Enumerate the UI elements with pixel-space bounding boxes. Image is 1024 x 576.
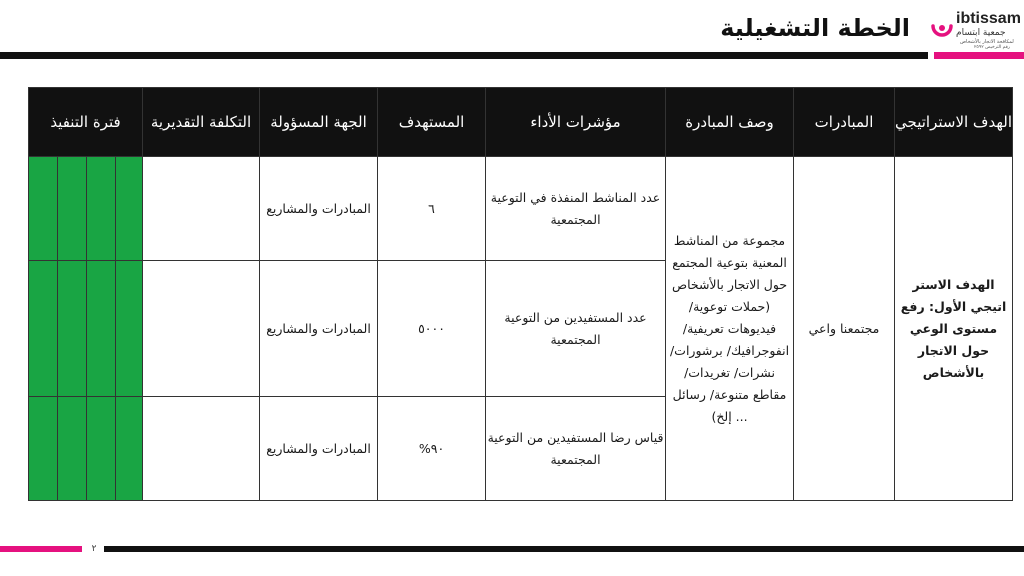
execution-period-cell xyxy=(58,157,87,261)
header-description: وصف المبادرة xyxy=(666,88,794,157)
top-black-bar xyxy=(0,52,928,59)
operational-plan-table xyxy=(28,87,1013,501)
indicator-cell: عدد المستفيدين من التوعية المجتمعية xyxy=(486,261,666,397)
header-goal: الهدف الاستراتيجي xyxy=(895,88,1013,157)
initiative-description-cell: مجموعة من المناشط المعنية بتوعية المجتمع حول الاتجار بالأشخاص (حملات توعوية/ فيديوهات تعريفية/ انفوجرافيك/ برشورات/ نشرات/ تغريدات/ مقاطع متنوعة/ رسائل ... إلخ) xyxy=(666,157,794,501)
table-row xyxy=(29,157,1013,261)
cost-cell xyxy=(143,261,260,397)
execution-period-cell xyxy=(116,157,143,261)
responsible-cell: المبادرات والمشاريع xyxy=(260,397,378,501)
execution-period-cell xyxy=(87,261,116,397)
execution-period-cell xyxy=(87,157,116,261)
header-initiatives: المبادرات xyxy=(794,88,895,157)
ibtissam-logo xyxy=(930,6,1020,54)
execution-period-cell xyxy=(58,261,87,397)
header-target: المستهدف xyxy=(378,88,486,157)
table-header-row xyxy=(29,88,1013,157)
header-responsible: الجهة المسؤولة xyxy=(260,88,378,157)
header-execution-period: فترة التنفيذ xyxy=(29,88,143,157)
execution-period-cell xyxy=(116,261,143,397)
strategic-goal-cell: الهدف الاستر اتيجي الأول: رفع مستوى الوعي حول الاتجار بالأشخاص xyxy=(895,157,1013,501)
target-cell: ٦ xyxy=(378,157,486,261)
logo-subtitle: لمكافحة الاتجار بالأشخاص xyxy=(960,39,1014,45)
logo-arabic-name: جمعية ابتسام xyxy=(956,28,1006,38)
bottom-pink-bar xyxy=(0,546,82,552)
execution-period-cell xyxy=(116,397,143,501)
initiative-cell: مجتمعنا واعي xyxy=(794,157,895,501)
responsible-cell: المبادرات والمشاريع xyxy=(260,157,378,261)
cost-cell xyxy=(143,157,260,261)
target-cell: ٩٠% xyxy=(378,397,486,501)
execution-period-cell xyxy=(29,261,58,397)
header-cost: التكلفة التقديرية xyxy=(143,88,260,157)
execution-period-cell xyxy=(58,397,87,501)
indicator-cell: قياس رضا المستفيدين من التوعية المجتمعية xyxy=(486,397,666,501)
header-indicators: مؤشرات الأداء xyxy=(486,88,666,157)
target-cell: ٥٠٠٠ xyxy=(378,261,486,397)
logo-wordmark: ibtissam xyxy=(956,10,1021,27)
logo-license: رقم الترخيص ٢٥٩٢ xyxy=(974,45,1010,50)
cost-cell xyxy=(143,397,260,501)
execution-period-cell xyxy=(87,397,116,501)
smile-logo-icon xyxy=(930,16,954,40)
execution-period-cell xyxy=(29,397,58,501)
indicator-cell: عدد المناشط المنفذة في التوعية المجتمعية xyxy=(486,157,666,261)
page-number: ٢ xyxy=(91,544,97,554)
execution-period-cell xyxy=(29,157,58,261)
responsible-cell: المبادرات والمشاريع xyxy=(260,261,378,397)
bottom-black-bar xyxy=(104,546,1024,552)
page-title: الخطة التشغيلية xyxy=(720,14,910,42)
top-pink-bar xyxy=(934,52,1024,59)
